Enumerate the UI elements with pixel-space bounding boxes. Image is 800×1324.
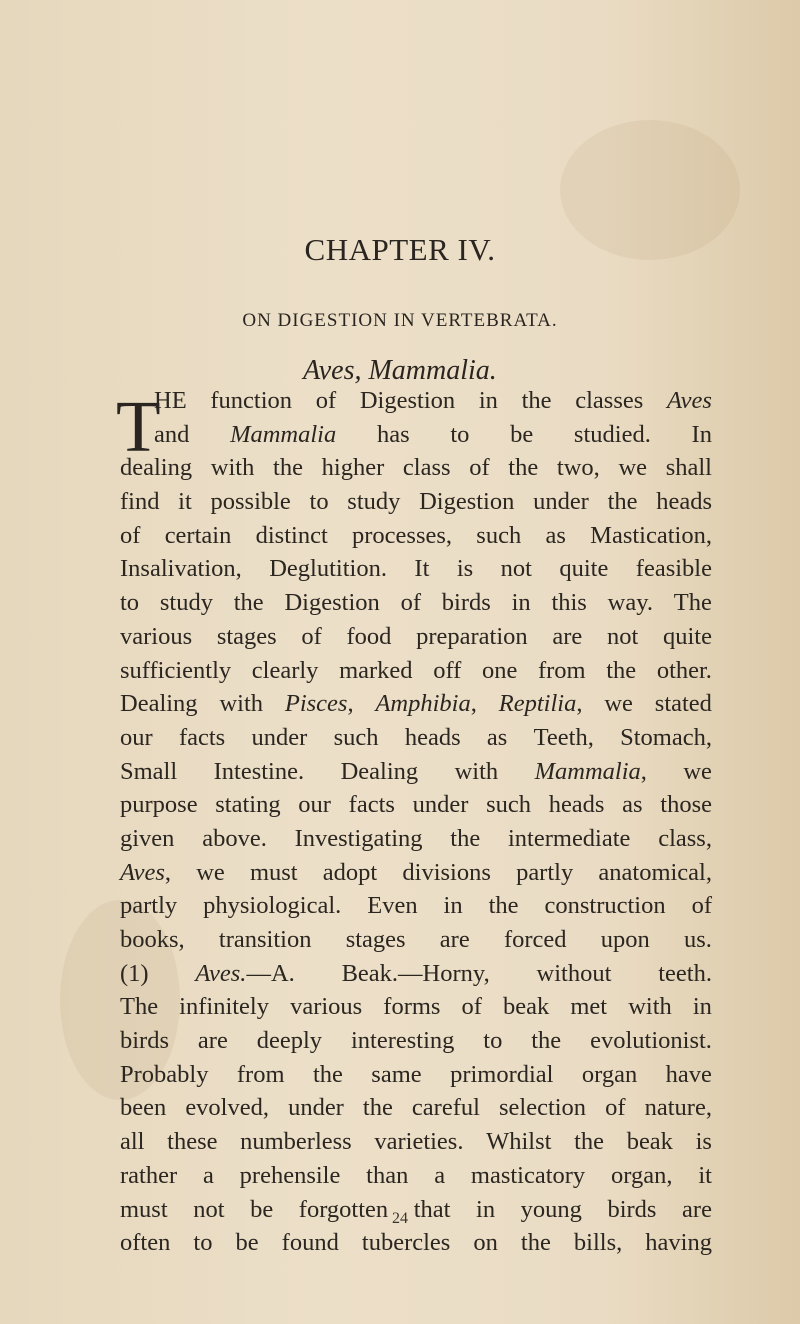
text-line [120, 990, 712, 1024]
word: sufficiently [120, 656, 232, 684]
word: Aves [667, 387, 712, 414]
text-line [120, 822, 712, 856]
word: classes [575, 387, 644, 414]
word: often [120, 1229, 171, 1257]
word: our [298, 791, 331, 819]
word: one [481, 656, 518, 684]
word: tubercles [361, 1229, 451, 1257]
word: the [312, 1060, 343, 1088]
word: evolutionist. [590, 1027, 712, 1055]
word: partly [120, 892, 178, 920]
chapter-heading: CHAPTER IV. [304, 232, 496, 267]
word: with [454, 757, 499, 785]
word: this [551, 589, 587, 617]
word: of [120, 521, 141, 549]
word: a [202, 1161, 214, 1189]
word: in [443, 892, 463, 920]
subheading: Aves, Mammalia. [303, 355, 497, 386]
text-line [120, 1024, 712, 1058]
word: the [607, 488, 638, 516]
word: heads [404, 723, 461, 751]
word: the [606, 656, 637, 684]
word: a [434, 1161, 446, 1189]
word: function [210, 387, 293, 414]
word: must [249, 858, 298, 886]
word: marked [339, 656, 413, 684]
word: young [520, 1195, 582, 1223]
word: stated [654, 690, 712, 718]
word: construction [544, 892, 666, 920]
word: teeth. [658, 959, 712, 987]
word: selection [498, 1094, 587, 1122]
text-line [120, 755, 712, 789]
word: Intestine. [213, 757, 305, 785]
word: facts [348, 791, 395, 819]
word: nature, [644, 1094, 712, 1122]
word: in [476, 1195, 496, 1223]
word: stages [345, 926, 406, 953]
text-line [120, 1091, 712, 1125]
word: Digestion [359, 387, 456, 414]
word: find [120, 488, 160, 516]
word: feasible [635, 555, 712, 583]
word: as [622, 791, 643, 819]
word: of [315, 387, 337, 414]
word: of [301, 622, 322, 650]
word: is [695, 1128, 712, 1156]
word: varieties. [374, 1128, 464, 1156]
word: Aves, [120, 858, 172, 886]
word: Whilst [486, 1128, 552, 1156]
word: the [488, 892, 519, 920]
text-line [120, 485, 712, 519]
word: certain [164, 521, 232, 549]
word: Even [367, 892, 418, 920]
word: under [412, 791, 469, 819]
word: Mammalia [230, 420, 337, 448]
word: primordial [450, 1060, 554, 1088]
word: anatomical, [598, 858, 712, 886]
word: organ, [611, 1161, 673, 1189]
word: be [510, 420, 534, 448]
word: adopt [322, 858, 378, 886]
text-line [120, 687, 712, 721]
word: must [120, 1195, 168, 1223]
word: of [469, 454, 490, 482]
word: is [456, 555, 474, 583]
word: and [154, 420, 190, 448]
text-line [120, 384, 712, 418]
word: the [362, 1094, 393, 1122]
text-line [120, 856, 712, 890]
word: The [120, 993, 159, 1021]
word: (1) [120, 959, 149, 987]
body-text [120, 384, 712, 1260]
text-line [120, 721, 712, 755]
word: processes, [352, 521, 453, 549]
word: been [120, 1094, 167, 1122]
text-line [120, 957, 712, 991]
word: the [574, 1128, 605, 1156]
word: we [618, 454, 648, 482]
word: with [210, 454, 255, 482]
word: under [288, 1094, 344, 1122]
word: higher [321, 454, 385, 482]
word: HE [154, 387, 187, 414]
word: Amphibia, [375, 690, 477, 718]
word: of [605, 1094, 626, 1122]
word: class, [658, 824, 712, 852]
word: than [366, 1161, 409, 1189]
word: birds [120, 1027, 169, 1055]
word: quite [662, 622, 712, 650]
word: partly [516, 858, 574, 886]
word: bills, [573, 1229, 623, 1257]
word: careful [411, 1094, 480, 1122]
word: intermediate [507, 824, 631, 852]
word: Stomach, [620, 723, 712, 751]
word: forms [383, 993, 441, 1021]
text-line [120, 451, 712, 485]
word: Digestion [284, 589, 380, 617]
word: Investigating [294, 824, 423, 852]
text-line [120, 519, 712, 553]
word: it [178, 488, 192, 516]
word: of [691, 892, 712, 920]
word: quite [559, 555, 609, 583]
text-line [120, 788, 712, 822]
word: with [628, 993, 672, 1021]
word: facts [178, 723, 226, 751]
word: study [347, 488, 401, 516]
word: are [439, 926, 470, 953]
word: the [531, 1027, 562, 1055]
word: having [645, 1229, 712, 1257]
word: it [698, 1161, 712, 1189]
word: in [478, 387, 498, 414]
word: Dealing [120, 690, 198, 718]
word: Reptilia, [498, 690, 583, 718]
word: Aves.—A. [195, 959, 295, 987]
word: to [120, 589, 140, 617]
text-line [120, 923, 712, 957]
word: distinct [255, 521, 328, 549]
word: that [413, 1195, 451, 1223]
word: other. [656, 656, 712, 684]
word: infinitely [179, 993, 269, 1021]
word: not [500, 555, 532, 583]
word: studied. [573, 420, 651, 448]
word: way. [607, 589, 653, 617]
word: such [476, 521, 522, 549]
word: of [461, 993, 482, 1021]
word: have [665, 1060, 712, 1088]
word: possible [210, 488, 291, 516]
word: as [486, 723, 508, 751]
word: above. [202, 824, 267, 852]
word: not [606, 622, 639, 650]
word: Teeth, [533, 723, 594, 751]
word: same [371, 1060, 422, 1088]
text-line [120, 1125, 712, 1159]
word: us. [684, 926, 712, 953]
text-line [120, 620, 712, 654]
word: dealing [120, 454, 193, 482]
word: divisions [402, 858, 491, 886]
word: from [236, 1060, 285, 1088]
word: from [537, 656, 586, 684]
word: beak [626, 1128, 673, 1156]
word: shall [665, 454, 712, 482]
word: we [604, 690, 633, 718]
text-line [120, 1159, 712, 1193]
word: books, [120, 926, 185, 953]
word: purpose [120, 791, 198, 819]
word: are [682, 1195, 712, 1223]
word: in [511, 589, 531, 617]
word: The [673, 589, 712, 617]
word: clearly [251, 656, 319, 684]
word: class [402, 454, 451, 482]
word: rather [120, 1161, 178, 1189]
word: Probably [120, 1060, 209, 1088]
word: heads [656, 488, 712, 516]
word: beak [503, 993, 550, 1021]
word: we [683, 757, 712, 785]
word: the [520, 1229, 551, 1257]
word: the [233, 589, 264, 617]
word: to [193, 1229, 213, 1257]
word: without [536, 959, 612, 987]
word: are [552, 622, 583, 650]
word: the [273, 454, 303, 482]
word: to [483, 1027, 503, 1055]
word: our [120, 723, 153, 751]
word: such [486, 791, 531, 819]
word: we [196, 858, 225, 886]
word: food [346, 622, 392, 650]
word: given [120, 824, 175, 852]
drop-cap: T [116, 386, 161, 467]
word: prehensile [239, 1161, 341, 1189]
word: with [219, 690, 263, 718]
word: these [167, 1128, 218, 1156]
text-line [120, 586, 712, 620]
word: numberless [240, 1128, 352, 1156]
word: be [250, 1195, 274, 1223]
word: organ [581, 1060, 638, 1088]
word: to [450, 420, 470, 448]
text-line [120, 1226, 712, 1260]
word: physiological. [203, 892, 342, 920]
word: forgotten [298, 1195, 389, 1223]
word: various [290, 993, 363, 1021]
text-line [120, 552, 712, 586]
word: birds [607, 1195, 657, 1223]
word: Insalivation, [120, 555, 242, 583]
word: Mammalia, [534, 757, 647, 785]
word: Small [120, 757, 178, 785]
text-line [120, 654, 712, 688]
word: various [120, 622, 193, 650]
word: has [376, 420, 410, 448]
word: In [691, 420, 712, 448]
text-line [120, 1058, 712, 1092]
word: two, [556, 454, 600, 482]
word: be [235, 1229, 259, 1257]
section-heading: ON DIGESTION IN VERTEBRATA. [242, 310, 558, 331]
word: such [333, 723, 379, 751]
word: to [309, 488, 329, 516]
word: all [120, 1128, 145, 1156]
word: preparation [416, 622, 528, 650]
text-line [120, 418, 712, 452]
word: the [508, 454, 539, 482]
word: evolved, [185, 1094, 269, 1122]
word: found [281, 1229, 339, 1257]
word: study [159, 589, 213, 617]
word: under [533, 488, 589, 516]
word: the [450, 824, 481, 852]
word: Deglutition. [269, 555, 387, 583]
word: not [193, 1195, 225, 1223]
word: of [400, 589, 421, 617]
word: under [251, 723, 308, 751]
word: in [692, 993, 712, 1021]
word: interesting [350, 1027, 455, 1055]
word: birds [441, 589, 491, 617]
word: Beak.—Horny, [341, 959, 490, 987]
word: deeply [256, 1027, 323, 1055]
word: off [433, 656, 462, 684]
word: Pisces, [284, 690, 354, 718]
word: met [570, 993, 608, 1021]
word: the [521, 387, 552, 414]
word: forced [503, 926, 567, 953]
word: stages [216, 622, 277, 650]
text-line [120, 889, 712, 923]
word: Digestion [419, 488, 515, 516]
word: are [197, 1027, 228, 1055]
word: stating [215, 791, 281, 819]
word: It [414, 555, 430, 583]
word: transition [218, 926, 312, 953]
word: on [473, 1229, 498, 1257]
word: as [545, 521, 566, 549]
word: masticatory [470, 1161, 586, 1189]
page-number: 24 [392, 1210, 408, 1227]
word: upon [600, 926, 650, 953]
word: Dealing [340, 757, 419, 785]
word: Mastication, [590, 521, 712, 549]
word: those [660, 791, 712, 819]
word: heads [548, 791, 605, 819]
